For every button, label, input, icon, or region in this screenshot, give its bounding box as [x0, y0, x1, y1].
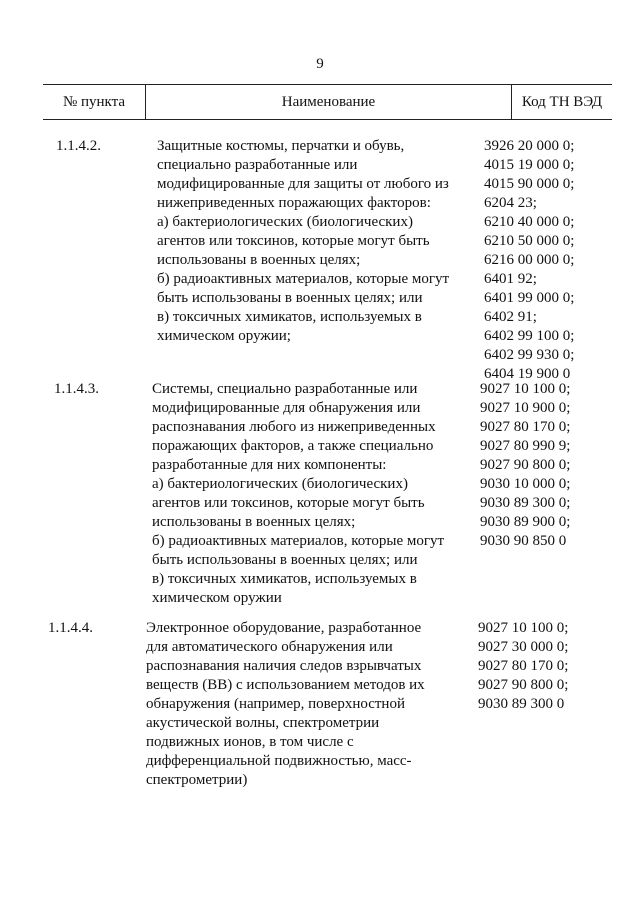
- item-name-line: б) радиоактивных материалов, которые могут: [157, 271, 450, 287]
- item-name-line: в) токсичных химикатов, используемых в: [152, 571, 417, 587]
- item-codes: [478, 619, 608, 714]
- code-value: 9027 10 900 0;: [480, 400, 571, 416]
- item-name-line: модифицированные для защиты от любого из: [157, 176, 449, 192]
- code-value: 9030 10 000 0;: [480, 476, 571, 492]
- item-name-line: Электронное оборудование, разработанное: [146, 620, 422, 636]
- item-name: [152, 380, 482, 608]
- code-value: 9027 90 800 0;: [478, 677, 569, 693]
- item-name-line: Защитные костюмы, перчатки и обувь,: [157, 138, 405, 154]
- code-value: 9030 89 900 0;: [480, 514, 571, 530]
- page-number: 9: [316, 56, 324, 72]
- table-header: [43, 84, 612, 120]
- code-value: 9027 80 170 0;: [478, 658, 569, 674]
- item-name-line: химическом оружии;: [157, 328, 291, 344]
- item-name-line: специально разработанные или: [157, 157, 358, 173]
- code-value: 6204 23;: [484, 195, 537, 211]
- code-value: 6402 99 930 0;: [484, 347, 575, 363]
- item-name-line: нижеприведенных поражающих факторов:: [157, 195, 431, 211]
- code-value: 9030 90 850 0: [480, 533, 567, 549]
- item-codes: [480, 380, 610, 551]
- item-name-line: дифференциальной подвижностью, масс-: [146, 753, 412, 769]
- code-value: 6210 50 000 0;: [484, 233, 575, 249]
- item-name-line: агентов или токсинов, которые могут быть: [152, 495, 425, 511]
- item-name-line: разработанные для них компоненты:: [152, 457, 387, 473]
- item-number: 1.1.4.4.: [48, 620, 93, 636]
- item-name-line: а) бактериологических (биологических): [152, 476, 408, 492]
- item-name-line: спектрометрии): [146, 772, 248, 788]
- item-name: [157, 137, 487, 346]
- code-value: 9030 89 300 0: [478, 696, 565, 712]
- item-name-line: подвижных ионов, в том числе с: [146, 734, 354, 750]
- item-name-line: обнаружения (например, поверхностной: [146, 696, 405, 712]
- item-name-line: в) токсичных химикатов, используемых в: [157, 309, 422, 325]
- item-codes: [484, 137, 614, 384]
- code-value: 9027 30 000 0;: [478, 639, 569, 655]
- item-name-line: быть использованы в военных целях; или: [157, 290, 423, 306]
- code-value: 9027 10 100 0;: [478, 620, 569, 636]
- item-name-line: быть использованы в военных целях; или: [152, 552, 418, 568]
- code-value: 6210 40 000 0;: [484, 214, 575, 230]
- item-name-line: распознавания наличия следов взрывчатых: [146, 658, 422, 674]
- code-value: 6402 99 100 0;: [484, 328, 575, 344]
- code-value: 6404 19 900 0: [484, 366, 571, 382]
- code-value: 6401 99 000 0;: [484, 290, 575, 306]
- item-number: 1.1.4.2.: [56, 138, 101, 154]
- item-number: 1.1.4.3.: [54, 381, 99, 397]
- item-name-line: модифицированные для обнаружения или: [152, 400, 421, 416]
- code-value: 6216 00 000 0;: [484, 252, 575, 268]
- item-name-line: веществ (ВВ) с использованием методов их: [146, 677, 425, 693]
- code-value: 9027 10 100 0;: [480, 381, 571, 397]
- code-value: 9027 90 800 0;: [480, 457, 571, 473]
- item-name-line: б) радиоактивных материалов, которые могут: [152, 533, 445, 549]
- code-value: 9027 80 170 0;: [480, 419, 571, 435]
- item-name-line: поражающих факторов, а также специально: [152, 438, 434, 454]
- item-name-line: распознавания любого из нижеприведенных: [152, 419, 436, 435]
- item-name-line: использованы в военных целях;: [152, 514, 356, 530]
- item-name-line: химическом оружии: [152, 590, 282, 606]
- code-value: 4015 90 000 0;: [484, 176, 575, 192]
- code-value: 3926 20 000 0;: [484, 138, 575, 154]
- code-value: 4015 19 000 0;: [484, 157, 575, 173]
- item-name-line: а) бактериологических (биологических): [157, 214, 413, 230]
- code-value: 9030 89 300 0;: [480, 495, 571, 511]
- code-value: 6402 91;: [484, 309, 537, 325]
- item-name-line: использованы в военных целях;: [157, 252, 361, 268]
- header-code: Код ТН ВЭД: [521, 94, 603, 110]
- code-value: 9027 80 990 9;: [480, 438, 571, 454]
- item-name-line: агентов или токсинов, которые могут быть: [157, 233, 430, 249]
- item-name: [146, 619, 476, 790]
- header-name: Наименование: [281, 94, 376, 110]
- item-name-line: акустической волны, спектрометрии: [146, 715, 380, 731]
- code-value: 6401 92;: [484, 271, 537, 287]
- item-name-line: для автоматического обнаружения или: [146, 639, 393, 655]
- item-name-line: Системы, специально разработанные или: [152, 381, 418, 397]
- header-item-number: № пункта: [62, 94, 126, 110]
